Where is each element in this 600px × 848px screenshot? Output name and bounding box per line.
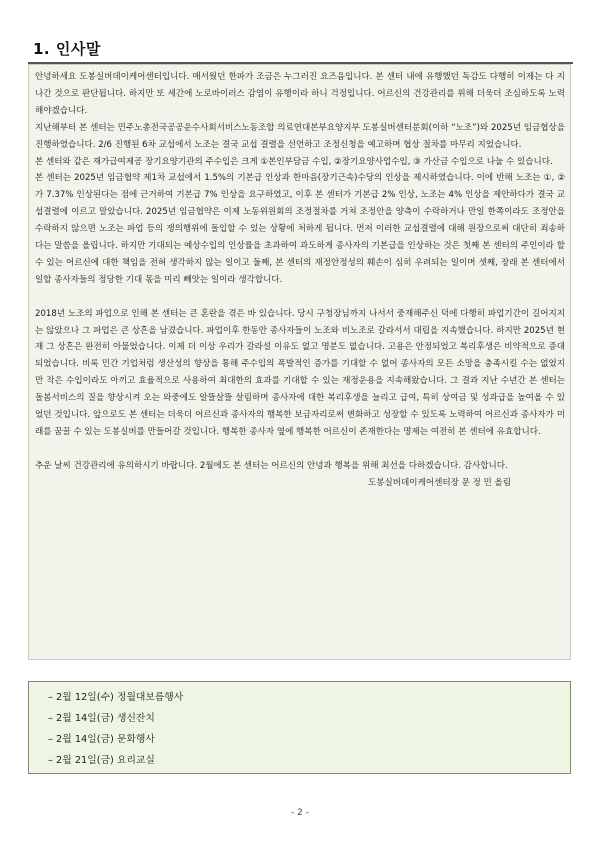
greeting-letter-box	[28, 64, 571, 660]
letter-paragraph: 본 센터는 2025년 임금협약 제1차 교섭에서 1.5%의 기본급 인상과 한마음(장기근속)수당의 인상을 제시하였습니다. 이에 반해 노조는 ①, ②가 7.37% 인상된다는 점에 근거하여 기본급 7% 인상을 요구하였고, 이후 본 센터가 기본급 2% 인상, 노조는 4% 인상을 제안하다가 결국 교섭결렬에 이르고 말았습니다. 2025년 임금협약은 이제 노동위원회의 조정절차를 거쳐 조정안을 양측이 수락하거나 만일 한쪽이라도 조정안을 수락하지 않으면 노조는 파업 등의 쟁의행위에 돌입할 수 있는 상황에 처하게 됩니다. 먼저 이러한 교섭결렬에 대해 원장으로써 대단히 죄송하다는 말씀을 올립니다. 하지만 기대되는 예상수입의 인상률을 초과하여 과도하게 종사자의 기본급을 인상하는 것은 첫째 본 센터의 주인이라 할 수 있는 어르신에 대한 책임을 전혀 생각하지 않는 일이고 둘째, 본 센터의 재정안정성의 훼손이 심히 우려되는 일이며 셋째, 장래 본 센터에서 일할 종사자들의 정당한 기대 몫을 미리 빼앗는 일이라 생각합니다.	[35, 173, 565, 285]
schedule-item: – 2월 14일(금) 문화행사	[48, 734, 155, 745]
letter-paragraph: 안녕하세요 도봉실버데이케어센터입니다. 매서웠던 한파가 조금은 누그러진 요즈음입니다. 본 센터 내에 유행했던 독감도 다행히 이제는 다 지나간 것으로 판단됩니다. 하지만 또 세간에 노로바이러스 감염이 유행이라 하니 걱정입니다. 어르신의 건강관리를 위해 더욱더 조심하도록 노력해야겠습니다.	[35, 72, 565, 116]
schedule-item: – 2월 12일(수) 정월대보름행사	[48, 692, 184, 703]
letter-paragraph: 추운 날씨 건강관리에 유의하시기 바랍니다. 2월에도 본 센터는 어르신의 안녕과 행복을 위해 최선을 다하겠습니다. 감사합니다.	[35, 460, 508, 471]
letter-paragraph: 본 센터와 같은 재가급여제공 장기요양기관의 주수입은 크게 ①본인부담금 수입, ②장기요양사업수입, ③ 가산금 수입으로 나눌 수 있습니다.	[35, 156, 553, 167]
letter-paragraph: 2018년 노조의 파업으로 인해 본 센터는 큰 혼란을 겪은 바 있습니다. 당시 구청장님까지 나서서 중재해주신 덕에 다행히 파업기간이 길어지지는 않았으나 그 파업은 큰 상흔을 남겼습니다. 파업이후 한동안 종사자들이 노조와 비노조로 갈라서서 대립을 지속했습니다. 하지만 2025년 현재 그 상흔은 완전히 아물었습니다. 이제 더 이상 우리가 갈라설 이유도 없고 명분도 없습니다. 고용은 안정되었고 복리후생은 비약적으로 증대되었습니다. 비록 민간 기업처럼 생산성의 향상을 통해 주수입의 폭발적인 증가를 기대할 수 없어 종사자의 모든 소망을 충족시킬 수는 없었지만 작은 수입이라도 아끼고 효율적으로 사용하여 최대한의 효과를 기대할 수 있는 재정운용을 지속해왔습니다. 그 결과 지난 수년간 본 센터는 돌봄서비스의 질을 향상시켜 오는 와중에도 알뜰살뜰 살림하며 종사자에 대한 복리후생을 늘리고 급여, 특히 상여금 및 성과급을 높여올 수 있었던 것입니다. 앞으로도 본 센터는 더욱더 어르신과 종사자의 행복한 보금자리로써 변화하고 성장할 수 있도록 노력하여 어르신과 종사자가 미래를 꿈꿀 수 있는 도봉실버를 만들어갈 것입니다. 행복한 종사자 옆에 행복한 어르신이 존재한다는 명제는 여전히 본 센터에 유효합니다.	[35, 308, 565, 438]
letter-paragraph: 지난해부터 본 센터는 민주노총전국공공운수사회서비스노동조합 의료연대본부요양지부 도봉실버센터분회(이하 “노조”)와 2025년 임금협상을 진행하였습니다. 2/6 진행된 6차 교섭에서 노조는 결국 교섭 결렬을 선언하고 조정신청을 예고하며 협상 절차를 마무리 지었습니다.	[35, 122, 565, 150]
schedule-box	[28, 681, 571, 774]
paragraph-spacer	[35, 441, 565, 458]
page-number: - 2 -	[291, 808, 309, 818]
letter-signature: 도봉실버데이케어센터장 문 정 민 올림	[368, 477, 511, 488]
schedule-item: – 2월 14일(금) 생신잔치	[48, 713, 155, 724]
schedule-item: – 2월 21일(금) 요리교실	[48, 755, 155, 766]
section-title: 1. 인사말	[33, 40, 101, 58]
paragraph-spacer	[35, 289, 565, 306]
